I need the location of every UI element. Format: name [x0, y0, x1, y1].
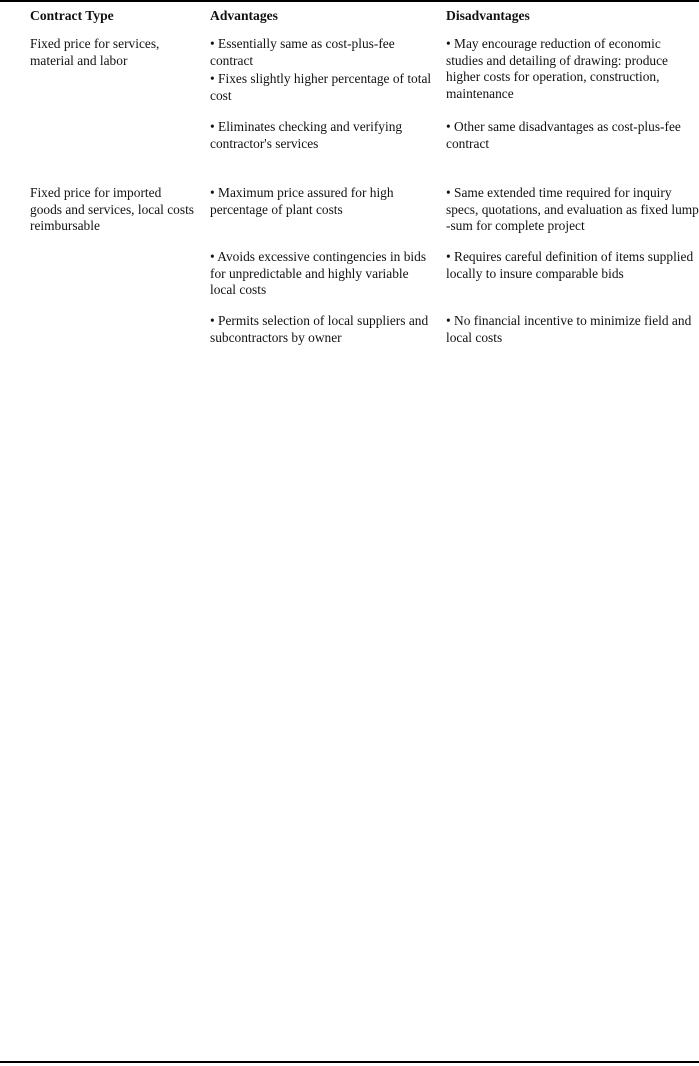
row-2-disadvantage-2: • Requires careful definition of items supplied locally to insure comparable bids — [446, 249, 694, 281]
header-advantages: Advantages — [210, 8, 278, 23]
row-1-disadvantage-1: • May encourage reduction of economic studies and detailing of drawing: produce higher costs for operation, construction, maintenance — [446, 36, 669, 101]
row-2-contract-type: Fixed price for imported goods and services, local costs reimbursable — [30, 185, 194, 233]
row-1-contract-type: Fixed price for services, material and labor — [30, 36, 160, 68]
bottom-rule — [0, 1061, 699, 1063]
row-1-advantage-2: • Fixes slightly higher percentage of total cost — [210, 71, 432, 103]
header-contract-type: Contract Type — [30, 8, 114, 23]
row-2-disadvantage-3: • No financial incentive to minimize field and local costs — [446, 313, 692, 345]
header-disadvantages: Disadvantages — [446, 8, 530, 23]
row-2-disadvantage-1: • Same extended time required for inquiry specs, quotations, and evaluation as fixed lump -sum for complete project — [446, 185, 699, 233]
row-1-advantage-1: • Essentially same as cost-plus-fee contract — [210, 36, 395, 68]
row-2-advantage-2: • Avoids excessive contingencies in bids for unpredictable and highly variable local costs — [210, 249, 427, 297]
row-1-advantage-3: • Eliminates checking and verifying contractor's services — [210, 119, 403, 151]
row-1-disadvantage-2: • Other same disadvantages as cost-plus-fee contract — [446, 119, 681, 151]
row-2-advantage-1: • Maximum price assured for high percentage of plant costs — [210, 185, 394, 217]
row-2-advantage-3: • Permits selection of local suppliers and subcontractors by owner — [210, 313, 429, 345]
top-rule — [0, 0, 699, 2]
